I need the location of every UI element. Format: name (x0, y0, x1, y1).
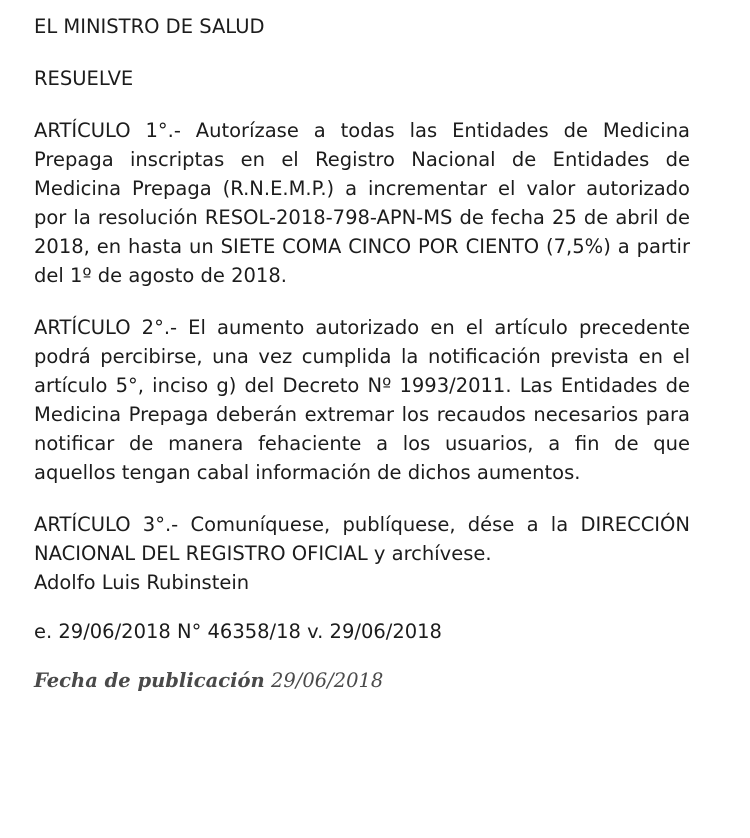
signer-name: Adolfo Luis Rubinstein (34, 571, 250, 594)
article-3: ARTÍCULO 3°.- Comuníquese, publíquese, dése a la DIRECCIÓN NACIONAL DEL REGISTRO OFICIAL y archívese. (34, 513, 690, 565)
publication-date-value: 29/06/2018 (270, 669, 384, 692)
article-2: ARTÍCULO 2°.- El aumento autorizado en el artículo precedente podrá percibirse, una vez cumplida la notificación prevista en el artículo 5°, inciso g) del Decreto Nº 1993/2011. Las Entidades de Medicina Prepaga deberán extremar los recaudos necesarios para notificar de manera fehaciente a los usuarios, a fin de que aquellos tengan cabal información de dichos aumentos. (34, 316, 690, 484)
article-1: ARTÍCULO 1°.- Autorízase a todas las Entidades de Medicina Prepaga inscriptas en el Registro Nacional de Entidades de Medicina Prepaga (R.N.E.M.P.) a incrementar el valor autorizado por la resolución RESOL-2018-798-APN-MS de fecha 25 de abril de 2018, en hasta un SIETE COMA CINCO POR CIENTO (7,5%) a partir del 1º de agosto de 2018. (34, 119, 690, 287)
resolves-heading: RESUELVE (34, 67, 134, 90)
resolution-document (34, 12, 690, 695)
issuer-heading: EL MINISTRO DE SALUD (34, 15, 265, 38)
edict-line: e. 29/06/2018 N° 46358/18 v. 29/06/2018 (34, 620, 442, 643)
publication-date-line (34, 666, 690, 695)
publication-date-label: Fecha de publicación (34, 669, 265, 692)
